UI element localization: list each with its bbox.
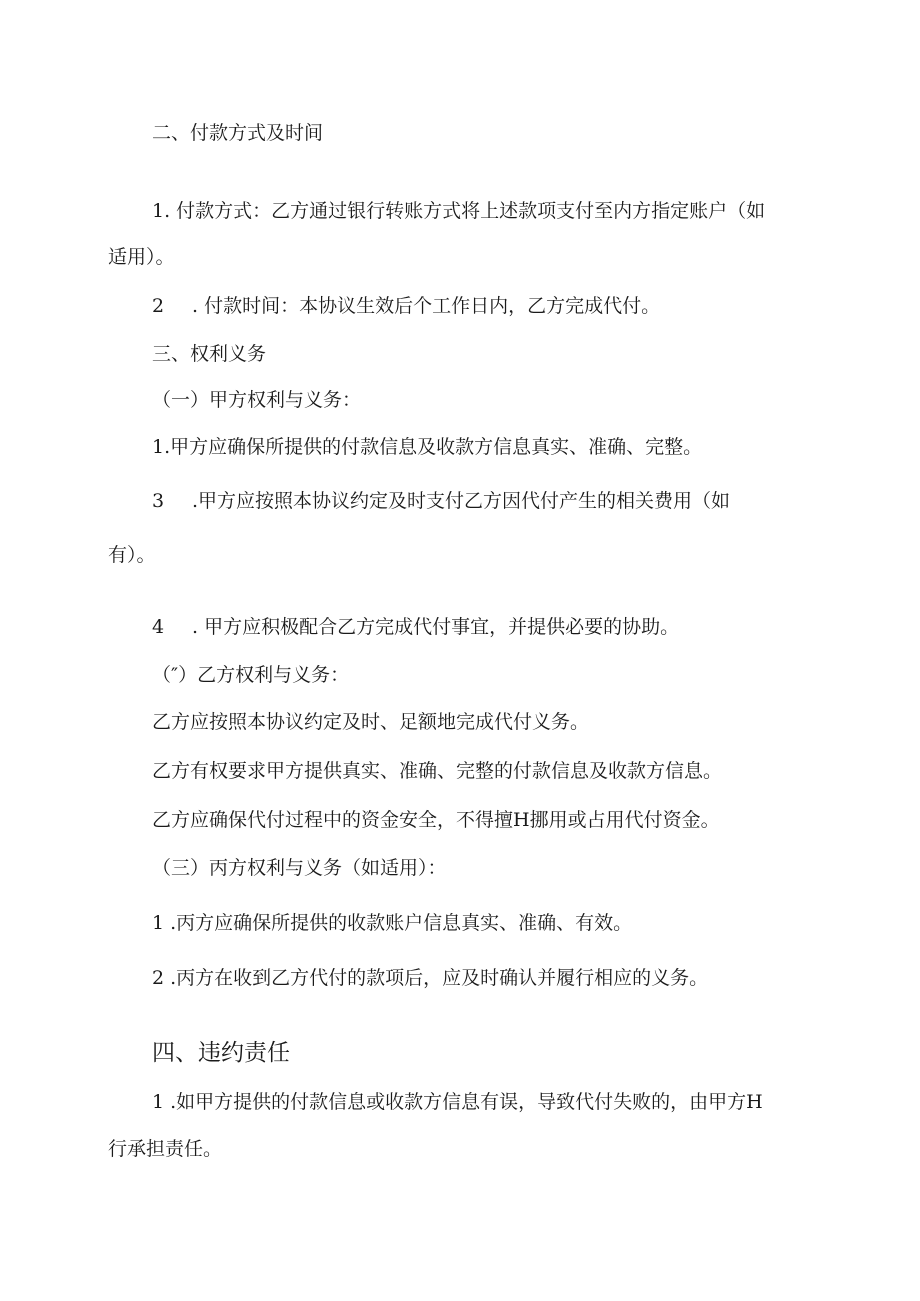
breach-item-1-line-1: 1 .如甲方提供的付款信息或收款方信息有误，导致代付失败的，由甲方H [152, 1091, 763, 1113]
section-3-heading: 三、权利义务 [152, 343, 267, 365]
party-a-item-1: 1.甲方应确保所提供的付款信息及收款方信息真实、准确、完整。 [152, 436, 703, 458]
item-number: 3 [152, 490, 165, 512]
party-a-item-3-text: .甲方应按照本协议约定及时支付乙方因代付产生的相关费用（如 [192, 490, 731, 512]
item-number: 2 [152, 295, 165, 317]
party-b-item-2: 乙方有权要求甲方提供真实、准确、完整的付款信息及收款方信息。 [152, 760, 723, 782]
party-a-heading: （一）甲方权利与义务： [152, 389, 362, 411]
party-b-heading: （″）乙方权利与义务： [152, 664, 350, 686]
section-4-heading: 四、违约责任 [152, 1040, 290, 1066]
party-a-item-4 [152, 613, 679, 641]
payment-method-line-2: 适用）。 [108, 246, 175, 268]
party-c-heading: （三）丙方权利与义务（如适用）： [152, 857, 447, 879]
party-b-item-3: 乙方应确保代付过程中的资金安全，不得擅H挪用或占用代付资金。 [152, 809, 720, 831]
party-a-item-4-text: . 甲方应积极配合乙方完成代付事宜，并提供必要的协助。 [192, 616, 680, 638]
payment-time-text: . 付款时间：本协议生效后个工作日内，乙方完成代付。 [192, 295, 661, 317]
payment-method-line-1: 1. 付款方式：乙方通过银行转账方式将上述款项支付至内方指定账户（如 [152, 200, 766, 222]
breach-item-1-line-2: 行承担责任。 [108, 1138, 223, 1160]
party-a-item-3-line-1 [152, 487, 730, 515]
payment-time-item [152, 292, 660, 320]
party-b-item-1: 乙方应按照本协议约定及时、足额地完成代付义务。 [152, 711, 590, 733]
item-number: 4 [152, 616, 165, 638]
party-c-item-2: 2 .丙方在收到乙方代付的款项后，应及时确认并履行相应的义务。 [152, 967, 709, 989]
party-c-item-1: 1 .丙方应确保所提供的收款账户信息真实、准确、有效。 [152, 912, 633, 934]
party-a-item-3-line-2: 有）。 [108, 544, 156, 566]
section-2-heading: 二、付款方式及时间 [152, 122, 324, 144]
